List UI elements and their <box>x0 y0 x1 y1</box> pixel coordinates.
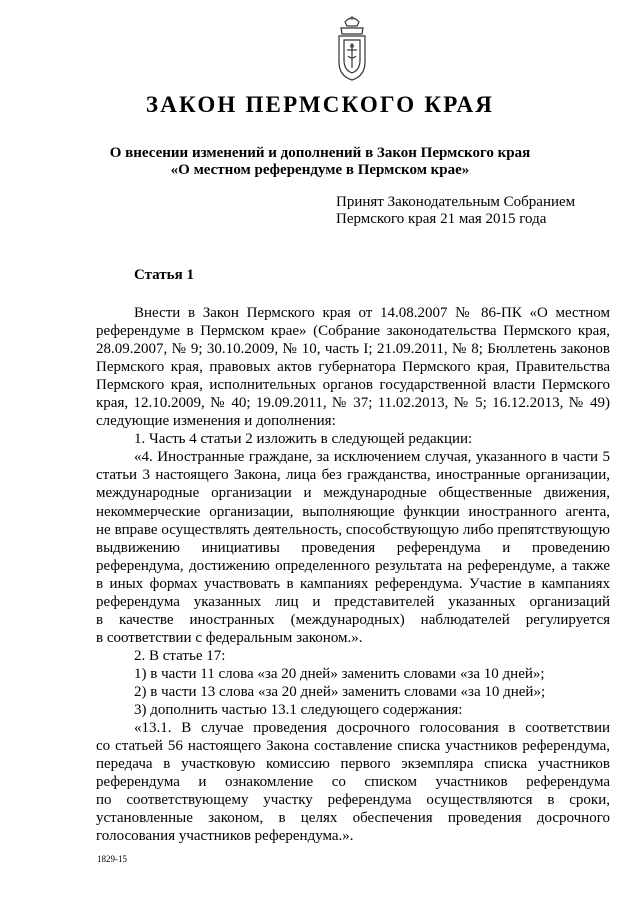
text-line: 2) в части 13 слова «за 20 дней» заменить словами «за 10 дней»; <box>134 683 546 700</box>
text-line: не вправе осуществлять деятельность, способствующую либо препятствующую <box>96 521 610 538</box>
text-line: «4. Иностранные граждане, за исключением случая, указанного в части 5 <box>134 449 610 466</box>
article-body <box>96 304 610 845</box>
text-line: 3) дополнить частью 13.1 следующего содержания: <box>134 702 463 719</box>
subtitle-line: О внесении изменений и дополнений в Закон Пермского края <box>109 145 531 161</box>
document-code: 1829-15 <box>97 854 127 864</box>
text-line: следующие изменения и дополнения: <box>96 413 336 430</box>
coat-of-arms-emblem <box>331 12 373 82</box>
text-line: установленные законом, в целях обеспечения проведения досрочного <box>96 810 610 827</box>
text-line: выдвижению инициативы проведения референдума и проведению <box>96 539 610 556</box>
text-line: 1) в части 11 слова «за 20 дней» заменить словами «за 10 дней»; <box>134 665 545 682</box>
text-line: в соответствии с федеральным законом.». <box>96 629 363 646</box>
text-line: референдума указанных лиц и представителей указанных организаций <box>96 593 610 610</box>
text-line: края, 12.10.2009, № 40; 19.09.2011, № 37; 11.02.2013, № 5; 16.12.2013, № 49) <box>96 395 610 412</box>
text-line: по соответствующему участку референдума осуществляются в сроки, <box>96 792 610 809</box>
text-line: Пермского края, исполнительных органов государственной власти Пермского <box>96 377 610 394</box>
text-line: референдума и ознакомление со списком участников референдума <box>96 774 610 791</box>
text-line: Пермского края, правовых актов губернатора Пермского края, Правительства <box>96 359 610 376</box>
text-line: международные организации и международные общественные движения, <box>96 485 610 502</box>
text-line: 1. Часть 4 статьи 2 изложить в следующей редакции: <box>134 431 473 448</box>
text-line: передача в участковую комиссию первого экземпляра списка участников <box>96 756 610 773</box>
law-subtitle <box>0 145 640 179</box>
text-line: в качестве иностранных (международных) наблюдателей регулируется <box>96 611 610 628</box>
text-line: статьи 3 настоящего Закона, лица без гражданства, иностранные организации, <box>96 467 610 484</box>
text-line: со статьей 56 настоящего Закона составление списка участников референдума, <box>96 738 610 755</box>
adoption-line: Пермского края 21 мая 2015 года <box>336 211 547 227</box>
article-heading: Статья 1 <box>134 267 194 283</box>
text-line: 2. В статье 17: <box>134 647 226 664</box>
text-line: референдуме в Пермском крае» (Собрание законодательства Пермского края, <box>96 323 610 340</box>
subtitle-line: «О местном референдуме в Пермском крае» <box>170 162 470 178</box>
text-line: «13.1. В случае проведения досрочного голосования в соответствии <box>134 720 610 737</box>
text-line: референдума, достижению определенного результата на референдуме, а также <box>96 557 610 574</box>
adoption-line: Принят Законодательным Собранием <box>336 194 576 210</box>
adoption-note <box>336 194 575 228</box>
law-title: ЗАКОН ПЕРМСКОГО КРАЯ <box>145 92 495 117</box>
text-line: 28.09.2007, № 9; 30.10.2009, № 10, часть I; 21.09.2011, № 8; Бюллетень законов <box>96 341 610 358</box>
text-line: голосования участников референдума.». <box>96 828 354 845</box>
text-line: в иных формах участвовать в кампаниях референдума. Участие в кампаниях <box>96 575 610 592</box>
text-line: некоммерческие организации, выполняющие функции иностранного агента, <box>96 503 610 520</box>
text-line: Внести в Закон Пермского края от 14.08.2007 № 86-ПК «О местном <box>134 305 610 321</box>
